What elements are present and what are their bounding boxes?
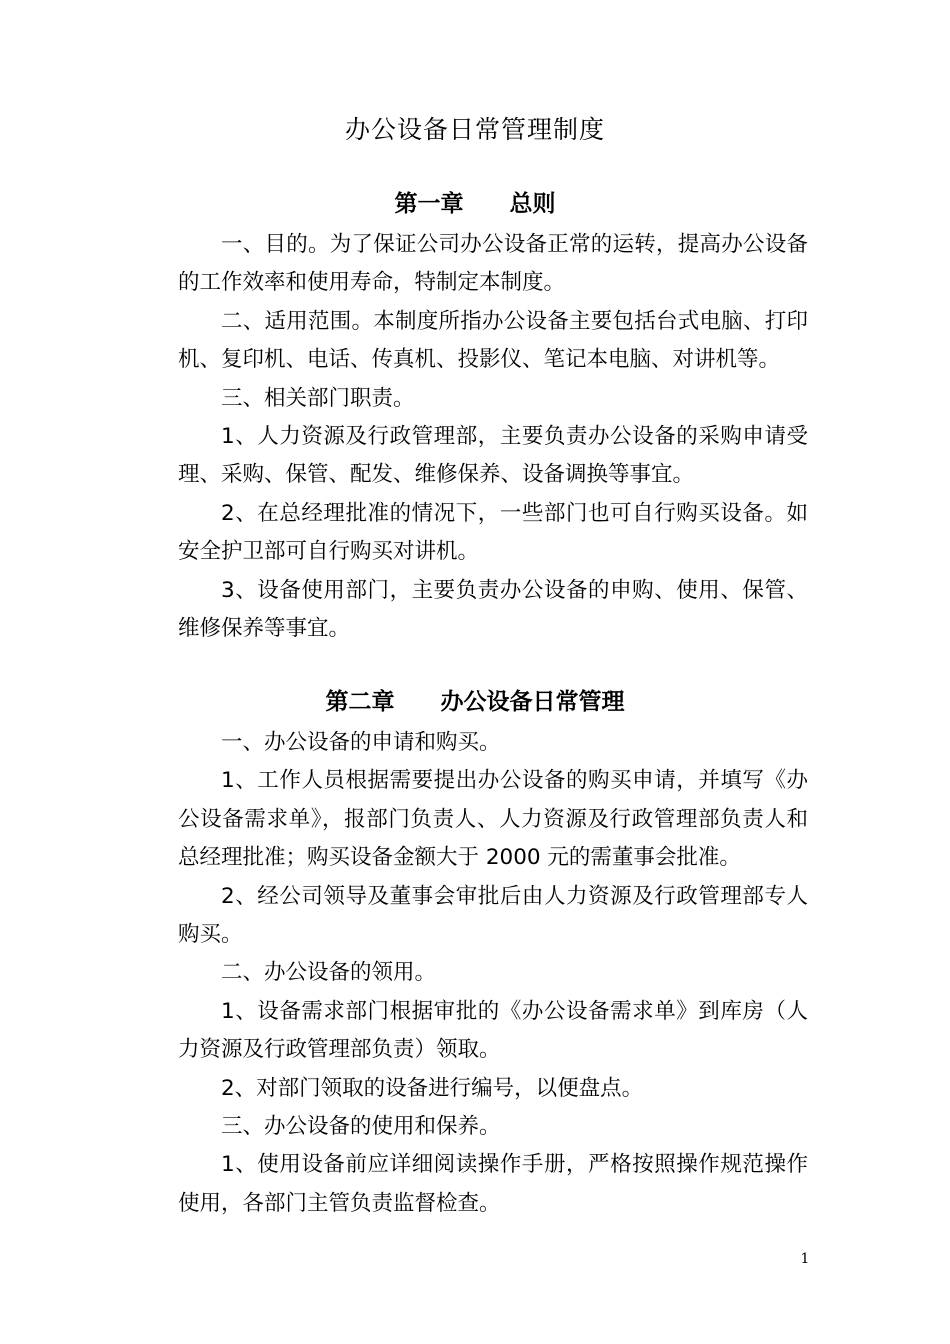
paragraph-responsibility-3: 3、设备使用部门，主要负责办公设备的申购、使用、保管、维修保养等事宜。 [178,577,808,642]
paragraph-application-1: 1、工作人员根据需要提出办公设备的购买申请，并填写《办公设备需求单》，报部门负责人、人力资源及行政管理部负责人和总经理批准；购买设备金额大于 2000 元的需董事会批准。 [178,768,808,871]
paragraph-scope: 二、适用范围。本制度所指办公设备主要包括台式电脑、打印机、复印机、电话、传真机、投影仪、笔记本电脑、对讲机等。 [178,308,808,373]
paragraph-responsibility-2: 2、在总经理批准的情况下，一些部门也可自行购买设备。如安全护卫部可自行购买对讲机。 [178,500,808,565]
paragraph-purpose: 一、目的。为了保证公司办公设备正常的运转，提高办公设备的工作效率和使用寿命，特制定本制度。 [178,232,808,296]
paragraph-usage-1: 1、使用设备前应详细阅读操作手册，严格按照操作规范操作使用，各部门主管负责监督检查。 [178,1152,808,1216]
chapter-1-body [178,226,808,648]
paragraph-usage: 三、办公设备的使用和保养。 [221,1114,501,1140]
chapter-2-heading: 第二章 办公设备日常管理 [325,689,625,715]
page-number: 1 [800,1251,810,1267]
document-title: 办公设备日常管理制度 [344,115,605,144]
paragraph-application-2: 2、经公司领导及董事会审批后由人力资源及行政管理部专人购买。 [178,883,808,948]
chapter-1-heading: 第一章 总则 [394,191,556,217]
paragraph-collection: 二、办公设备的领用。 [221,960,437,986]
paragraph-responsibility-1: 1、人力资源及行政管理部，主要负责办公设备的采购申请受理、采购、保管、配发、维修保养、设备调换等事宜。 [178,424,808,488]
paragraph-collection-1: 1、设备需求部门根据审批的《办公设备需求单》到库房（人力资源及行政管理部负责）领取。 [178,998,808,1063]
chapter-2-body [178,724,808,1223]
paragraph-responsibilities: 三、相关部门职责。 [221,385,415,411]
paragraph-collection-2: 2、对部门领取的设备进行编号，以便盘点。 [221,1075,644,1101]
paragraph-application: 一、办公设备的申请和购买。 [221,730,501,755]
